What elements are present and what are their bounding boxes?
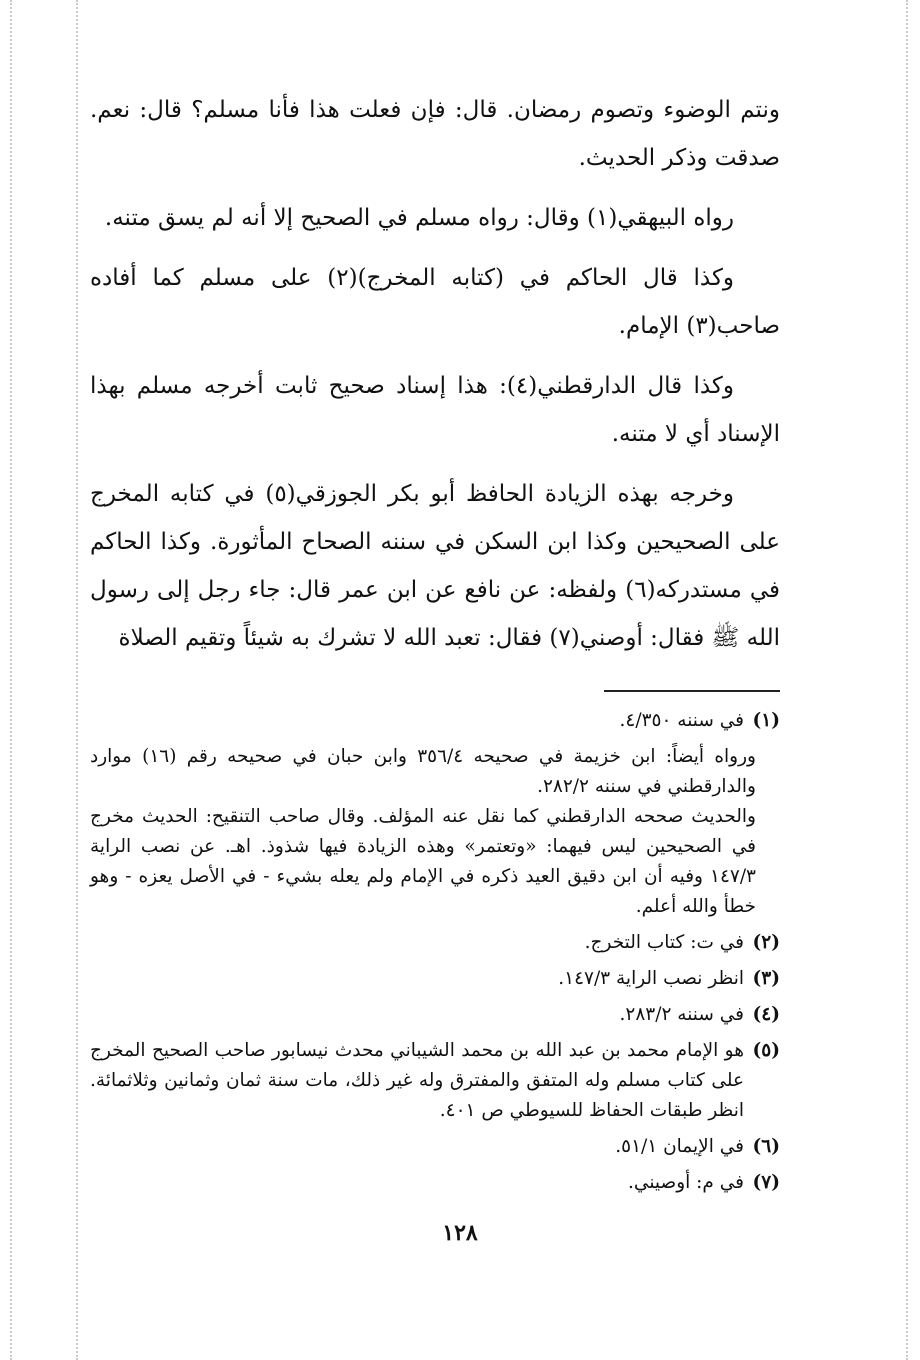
footnote-6 [90, 1132, 780, 1162]
footnote-separator [604, 690, 780, 692]
footnote-number: (٥) [752, 1040, 780, 1061]
footnote-number: (٣) [752, 968, 780, 989]
footnote-number: (١) [752, 710, 780, 731]
footnote-number: (٤) [752, 1004, 780, 1025]
footnote-4 [90, 1000, 780, 1030]
footnote-text: في م: أوصيني. [628, 1172, 744, 1193]
footnote-text: في الإيمان ٥١/١. [615, 1136, 744, 1157]
footnote-text: هو الإمام محمد بن عبد الله بن محمد الشيباني محدث نيسابور صاحب الصحيح المخرج على كتاب مسلم وله المتفق والمفترق وله غير ذلك، مات سنة ثمان وثمانين وثلاثمائة. انظر طبقات الحفاظ للسيوطي ص ٤٠١. [90, 1040, 744, 1121]
scan-margin-dots-left [76, 0, 78, 1360]
paragraph-3: وكذا قال الحاكم في (كتابه المخرج)(٢) على مسلم كما أفاده صاحب(٣) الإمام. [90, 265, 780, 339]
page-number: ١٢٨ [442, 1220, 478, 1246]
paragraph-5: وخرجه بهذه الزيادة الحافظ أبو بكر الجوزقي(٥) في كتابه المخرج على الصحيحين وكذا ابن السكن في سننه الصحاح المأثورة. وكذا الحاكم في مستدركه(٦) ولفظه: عن نافع عن ابن عمر قال: جاء رجل إلى رسول الله ﷺ فقال: أوصني(٧) فقال: تعبد الله لا تشرك به شيئاً وتقيم الصلاة [90, 481, 780, 651]
paragraph-4: وكذا قال الدارقطني(٤): هذا إسناد صحيح ثابت أخرجه مسلم بهذا الإسناد أي لا متنه. [90, 373, 780, 447]
footnote-text: انظر نصب الراية ١٤٧/٣. [558, 968, 744, 989]
paragraph-1: ونتم الوضوء وتصوم رمضان. قال: فإن فعلت هذا فأنا مسلم؟ قال: نعم. صدقت وذكر الحديث. [90, 97, 780, 171]
book-page [90, 86, 780, 1204]
footnote-7 [90, 1168, 780, 1198]
footnote-number: (٧) [752, 1172, 780, 1193]
footnote-5 [90, 1036, 780, 1126]
footnote-text: في ت: كتاب التخرج. [584, 932, 744, 953]
footnote-number: (٢) [752, 932, 780, 953]
main-text [90, 86, 780, 662]
footnote-text: في سننه ٤/٣٥٠. [619, 710, 744, 731]
footnote-2 [90, 928, 780, 958]
paragraph-2: رواه البيهقي(١) وقال: رواه مسلم في الصحيح إلا أنه لم يسق متنه. [104, 205, 734, 231]
scan-edge-dots-right [906, 0, 908, 1360]
footnote-3 [90, 964, 780, 994]
footnotes [90, 706, 780, 736]
footnote-1-continuation-a: ورواه أيضاً: ابن خزيمة في صحيحه ٣٥٦/٤ وابن حبان في صحيحه رقم (١٦) موارد والدارقطني في سننه ٢٨٢/٢. [90, 746, 756, 797]
footnotes-rest [90, 928, 780, 1198]
footnote-number: (٦) [752, 1136, 780, 1157]
footnote-text: في سننه ٢٨٣/٢. [619, 1004, 744, 1025]
footnote-1 [90, 706, 780, 736]
scan-edge-dots-left [10, 0, 12, 1360]
footnote-1-continuation-b: والحديث صححه الدارقطني كما نقل عنه المؤلف. وقال صاحب التنقيح: الحديث مخرج في الصحيحين ليس فيهما: «وتعتمر» وهذه الزيادة فيها شذوذ. اهـ. عن نصب الراية ١٤٧/٣ وفيه أن ابن دقيق العيد ذكره في الإمام ولم يعله بشيء - في الأصل يعزه - وهو خطأ والله أعلم. [90, 806, 756, 917]
